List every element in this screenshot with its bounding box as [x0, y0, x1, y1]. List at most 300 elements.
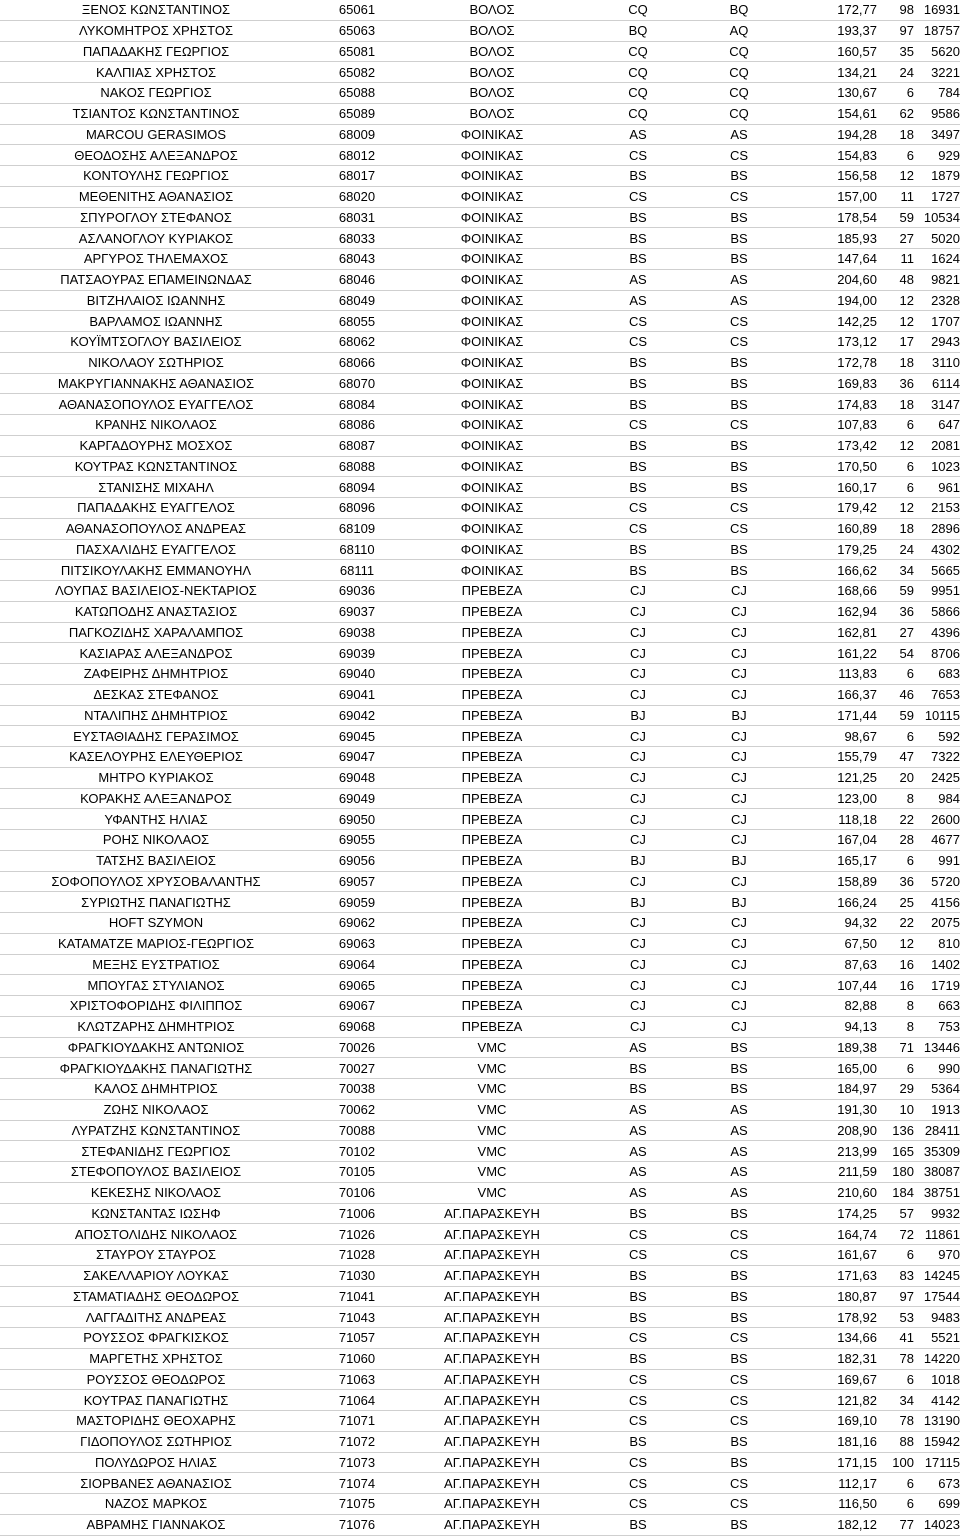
- cell-value: 189,38: [784, 1037, 877, 1058]
- cell-city: ΦΟΙΝΙΚΑΣ: [402, 415, 582, 436]
- table-row: [0, 332, 960, 353]
- cell-class-a: CS: [582, 1328, 694, 1349]
- cell-class-a: CJ: [582, 747, 694, 768]
- table-row: [0, 664, 960, 685]
- cell-city: ΑΓ.ΠΑΡΑΣΚΕΥΗ: [402, 1473, 582, 1494]
- cell-count: 34: [877, 1390, 914, 1411]
- cell-count: 18: [877, 124, 914, 145]
- cell-city: ΑΓ.ΠΑΡΑΣΚΕΥΗ: [402, 1411, 582, 1432]
- cell-value: 168,66: [784, 581, 877, 602]
- cell-class-b: BS: [694, 1431, 784, 1452]
- cell-total: 984: [914, 788, 960, 809]
- cell-city: ΑΓ.ΠΑΡΑΣΚΕΥΗ: [402, 1348, 582, 1369]
- cell-count: 46: [877, 684, 914, 705]
- cell-class-a: CQ: [582, 103, 694, 124]
- table-row: [0, 933, 960, 954]
- cell-total: 1879: [914, 166, 960, 187]
- cell-value: 174,25: [784, 1203, 877, 1224]
- cell-city: ΠΡΕΒΕΖΑ: [402, 996, 582, 1017]
- cell-class-b: AS: [694, 1120, 784, 1141]
- cell-name: ΑΒΡΑΜΗΣ ΓΙΑΝΝΑΚΟΣ: [0, 1514, 312, 1535]
- cell-count: 54: [877, 643, 914, 664]
- cell-code: 71064: [312, 1390, 402, 1411]
- table-row: [0, 913, 960, 934]
- table-row: [0, 103, 960, 124]
- cell-value: 107,83: [784, 415, 877, 436]
- cell-name: ΧΡΙΣΤΟΦΟΡΙΔΗΣ ΦΙΛΙΠΠΟΣ: [0, 996, 312, 1017]
- cell-class-a: BS: [582, 394, 694, 415]
- cell-total: 11861: [914, 1224, 960, 1245]
- cell-class-a: CJ: [582, 933, 694, 954]
- cell-count: 6: [877, 145, 914, 166]
- cell-name: ΞΕΝΟΣ ΚΩΝΣΤΑΝΤΙΝΟΣ: [0, 0, 312, 20]
- cell-class-b: CS: [694, 518, 784, 539]
- table-row: [0, 435, 960, 456]
- cell-count: 36: [877, 871, 914, 892]
- cell-value: 170,50: [784, 456, 877, 477]
- cell-value: 171,15: [784, 1452, 877, 1473]
- cell-total: 1727: [914, 186, 960, 207]
- cell-code: 69036: [312, 581, 402, 602]
- cell-name: ΛΟΥΠΑΣ ΒΑΣΙΛΕΙΟΣ-ΝΕΚΤΑΡΙΟΣ: [0, 581, 312, 602]
- cell-city: ΑΓ.ΠΑΡΑΣΚΕΥΗ: [402, 1265, 582, 1286]
- cell-value: 194,28: [784, 124, 877, 145]
- cell-class-b: CJ: [694, 747, 784, 768]
- cell-city: ΠΡΕΒΕΖΑ: [402, 809, 582, 830]
- cell-value: 154,61: [784, 103, 877, 124]
- table-row: [0, 83, 960, 104]
- table-row: [0, 560, 960, 581]
- cell-total: 810: [914, 933, 960, 954]
- cell-count: 36: [877, 373, 914, 394]
- cell-value: 107,44: [784, 975, 877, 996]
- cell-code: 68062: [312, 332, 402, 353]
- cell-name: ΣΤΕΦΑΝΙΔΗΣ ΓΕΩΡΓΙΟΣ: [0, 1141, 312, 1162]
- table-row: [0, 1224, 960, 1245]
- table-row: [0, 788, 960, 809]
- cell-city: ΠΡΕΒΕΖΑ: [402, 850, 582, 871]
- cell-value: 169,10: [784, 1411, 877, 1432]
- cell-value: 165,17: [784, 850, 877, 871]
- cell-class-b: CJ: [694, 975, 784, 996]
- cell-total: 18757: [914, 20, 960, 41]
- cell-name: ΦΡΑΓΚΙΟΥΔΑΚΗΣ ΠΑΝΑΓΙΩΤΗΣ: [0, 1058, 312, 1079]
- cell-total: 1707: [914, 311, 960, 332]
- cell-class-b: BS: [694, 249, 784, 270]
- cell-name: ΚΑΤΩΠΟΔΗΣ ΑΝΑΣΤΑΣΙΟΣ: [0, 601, 312, 622]
- cell-total: 1023: [914, 456, 960, 477]
- cell-name: ΥΦΑΝΤΗΣ ΗΛΙΑΣ: [0, 809, 312, 830]
- cell-count: 17: [877, 332, 914, 353]
- cell-total: 2425: [914, 767, 960, 788]
- cell-class-b: BS: [694, 166, 784, 187]
- cell-class-b: BS: [694, 1203, 784, 1224]
- cell-class-b: BS: [694, 1348, 784, 1369]
- cell-city: VMC: [402, 1058, 582, 1079]
- cell-count: 72: [877, 1224, 914, 1245]
- cell-value: 178,92: [784, 1307, 877, 1328]
- cell-count: 41: [877, 1328, 914, 1349]
- cell-class-b: CS: [694, 1328, 784, 1349]
- table-row: [0, 892, 960, 913]
- cell-name: ΘΕΟΔΟΣΗΣ ΑΛΕΞΑΝΔΡΟΣ: [0, 145, 312, 166]
- table-row: [0, 394, 960, 415]
- cell-value: 166,24: [784, 892, 877, 913]
- cell-value: 171,44: [784, 705, 877, 726]
- cell-value: 211,59: [784, 1162, 877, 1183]
- cell-value: 208,90: [784, 1120, 877, 1141]
- cell-class-b: CS: [694, 1494, 784, 1515]
- cell-class-a: CQ: [582, 0, 694, 20]
- cell-name: ΑΡΓΥΡΟΣ ΤΗΛΕΜΑΧΟΣ: [0, 249, 312, 270]
- cell-code: 69055: [312, 830, 402, 851]
- cell-value: 204,60: [784, 269, 877, 290]
- cell-class-a: BS: [582, 477, 694, 498]
- table-row: [0, 1141, 960, 1162]
- cell-city: ΦΟΙΝΙΚΑΣ: [402, 352, 582, 373]
- cell-count: 6: [877, 83, 914, 104]
- table-row: [0, 1473, 960, 1494]
- cell-value: 194,00: [784, 290, 877, 311]
- cell-class-b: BS: [694, 539, 784, 560]
- table-row: [0, 1514, 960, 1535]
- cell-class-b: CQ: [694, 83, 784, 104]
- cell-class-a: BS: [582, 539, 694, 560]
- cell-city: ΠΡΕΒΕΖΑ: [402, 705, 582, 726]
- cell-count: 24: [877, 539, 914, 560]
- cell-city: ΦΟΙΝΙΚΑΣ: [402, 373, 582, 394]
- cell-count: 97: [877, 20, 914, 41]
- cell-total: 4396: [914, 622, 960, 643]
- cell-city: ΦΟΙΝΙΚΑΣ: [402, 166, 582, 187]
- cell-count: 100: [877, 1452, 914, 1473]
- cell-count: 6: [877, 850, 914, 871]
- cell-count: 12: [877, 166, 914, 187]
- cell-value: 179,42: [784, 498, 877, 519]
- cell-city: ΒΟΛΟΣ: [402, 83, 582, 104]
- cell-class-b: BS: [694, 394, 784, 415]
- cell-class-b: CJ: [694, 1016, 784, 1037]
- cell-value: 161,22: [784, 643, 877, 664]
- cell-total: 5364: [914, 1079, 960, 1100]
- cell-class-a: BS: [582, 560, 694, 581]
- cell-code: 65061: [312, 0, 402, 20]
- cell-value: 166,62: [784, 560, 877, 581]
- cell-class-a: CS: [582, 1494, 694, 1515]
- cell-city: ΠΡΕΒΕΖΑ: [402, 601, 582, 622]
- cell-city: ΒΟΛΟΣ: [402, 62, 582, 83]
- cell-name: ΣΙΟΡΒΑΝΕΣ ΑΘΑΝΑΣΙΟΣ: [0, 1473, 312, 1494]
- cell-name: ΑΘΑΝΑΣΟΠΟΥΛΟΣ ΕΥΑΓΓΕΛΟΣ: [0, 394, 312, 415]
- cell-city: ΠΡΕΒΕΖΑ: [402, 871, 582, 892]
- table-row: [0, 166, 960, 187]
- cell-total: 3221: [914, 62, 960, 83]
- cell-name: ΣΤΑΝΙΣΗΣ ΜΙΧΑΗΛ: [0, 477, 312, 498]
- cell-city: ΑΓ.ΠΑΡΑΣΚΕΥΗ: [402, 1494, 582, 1515]
- cell-count: 98: [877, 0, 914, 20]
- cell-count: 6: [877, 1494, 914, 1515]
- cell-city: ΑΓ.ΠΑΡΑΣΚΕΥΗ: [402, 1203, 582, 1224]
- cell-class-a: BS: [582, 207, 694, 228]
- cell-total: 673: [914, 1473, 960, 1494]
- cell-total: 3110: [914, 352, 960, 373]
- cell-name: ΠΑΤΣΑΟΥΡΑΣ ΕΠΑΜΕΙΝΩΝΔΑΣ: [0, 269, 312, 290]
- table-row: [0, 456, 960, 477]
- cell-class-b: AS: [694, 1141, 784, 1162]
- cell-name: ΤΣΙΑΝΤΟΣ ΚΩΝΣΤΑΝΤΙΝΟΣ: [0, 103, 312, 124]
- cell-class-b: AS: [694, 1182, 784, 1203]
- cell-code: 70027: [312, 1058, 402, 1079]
- cell-value: 154,83: [784, 145, 877, 166]
- cell-code: 71057: [312, 1328, 402, 1349]
- cell-count: 136: [877, 1120, 914, 1141]
- cell-code: 69045: [312, 726, 402, 747]
- cell-value: 173,12: [784, 332, 877, 353]
- table-row: [0, 290, 960, 311]
- cell-name: ΣΠΥΡΟΓΛΟΥ ΣΤΕΦΑΝΟΣ: [0, 207, 312, 228]
- cell-count: 57: [877, 1203, 914, 1224]
- cell-code: 71026: [312, 1224, 402, 1245]
- cell-class-a: BS: [582, 228, 694, 249]
- cell-class-b: BJ: [694, 705, 784, 726]
- cell-value: 171,63: [784, 1265, 877, 1286]
- cell-name: ΛΑΓΓΑΔΙΤΗΣ ΑΝΔΡΕΑΣ: [0, 1307, 312, 1328]
- cell-code: 68046: [312, 269, 402, 290]
- table-row: [0, 643, 960, 664]
- cell-total: 4302: [914, 539, 960, 560]
- cell-class-a: CJ: [582, 788, 694, 809]
- cell-class-b: CJ: [694, 996, 784, 1017]
- cell-code: 71072: [312, 1431, 402, 1452]
- cell-class-b: BS: [694, 1452, 784, 1473]
- table-row: [0, 809, 960, 830]
- cell-count: 48: [877, 269, 914, 290]
- cell-count: 53: [877, 1307, 914, 1328]
- cell-class-b: CJ: [694, 913, 784, 934]
- cell-class-a: CJ: [582, 1016, 694, 1037]
- table-row: [0, 1182, 960, 1203]
- cell-count: 34: [877, 560, 914, 581]
- table-row: [0, 498, 960, 519]
- cell-total: 753: [914, 1016, 960, 1037]
- cell-class-b: BS: [694, 1037, 784, 1058]
- cell-class-b: CJ: [694, 933, 784, 954]
- cell-class-a: CJ: [582, 767, 694, 788]
- cell-city: ΑΓ.ΠΑΡΑΣΚΕΥΗ: [402, 1224, 582, 1245]
- cell-class-b: CJ: [694, 581, 784, 602]
- cell-count: 16: [877, 975, 914, 996]
- cell-total: 16931: [914, 0, 960, 20]
- cell-total: 961: [914, 477, 960, 498]
- cell-class-b: CJ: [694, 622, 784, 643]
- cell-city: ΠΡΕΒΕΖΑ: [402, 643, 582, 664]
- cell-count: 11: [877, 186, 914, 207]
- cell-count: 88: [877, 1431, 914, 1452]
- cell-class-a: BJ: [582, 892, 694, 913]
- cell-city: ΒΟΛΟΣ: [402, 0, 582, 20]
- cell-name: ΚΟΥΤΡΑΣ ΚΩΝΣΤΑΝΤΙΝΟΣ: [0, 456, 312, 477]
- cell-class-a: CJ: [582, 664, 694, 685]
- cell-value: 160,57: [784, 41, 877, 62]
- cell-value: 174,83: [784, 394, 877, 415]
- table-row: [0, 1099, 960, 1120]
- cell-code: 69050: [312, 809, 402, 830]
- cell-class-a: CJ: [582, 581, 694, 602]
- cell-city: ΒΟΛΟΣ: [402, 103, 582, 124]
- table-row: [0, 124, 960, 145]
- cell-name: ΜΑΣΤΟΡΙΔΗΣ ΘΕΟΧΑΡΗΣ: [0, 1411, 312, 1432]
- cell-count: 35: [877, 41, 914, 62]
- cell-class-a: CS: [582, 498, 694, 519]
- cell-class-a: CS: [582, 145, 694, 166]
- cell-class-a: BS: [582, 1514, 694, 1535]
- cell-value: 213,99: [784, 1141, 877, 1162]
- cell-total: 2328: [914, 290, 960, 311]
- cell-value: 173,42: [784, 435, 877, 456]
- cell-class-a: CJ: [582, 975, 694, 996]
- cell-name: ΣΤΕΦΟΠΟΥΛΟΣ ΒΑΣΙΛΕΙΟΣ: [0, 1162, 312, 1183]
- cell-city: ΑΓ.ΠΑΡΑΣΚΕΥΗ: [402, 1369, 582, 1390]
- cell-count: 8: [877, 996, 914, 1017]
- cell-total: 13190: [914, 1411, 960, 1432]
- cell-count: 20: [877, 767, 914, 788]
- cell-class-b: CQ: [694, 62, 784, 83]
- cell-city: ΠΡΕΒΕΖΑ: [402, 788, 582, 809]
- cell-total: 991: [914, 850, 960, 871]
- cell-value: 157,00: [784, 186, 877, 207]
- cell-city: ΦΟΙΝΙΚΑΣ: [402, 518, 582, 539]
- cell-code: 68088: [312, 456, 402, 477]
- cell-code: 69064: [312, 954, 402, 975]
- cell-name: ΚΕΚΕΣΗΣ ΝΙΚΟΛΑΟΣ: [0, 1182, 312, 1203]
- cell-code: 68055: [312, 311, 402, 332]
- cell-code: 68012: [312, 145, 402, 166]
- cell-count: 8: [877, 788, 914, 809]
- cell-name: ΝΑΖΟΣ ΜΑΡΚΟΣ: [0, 1494, 312, 1515]
- cell-count: 29: [877, 1079, 914, 1100]
- cell-class-b: CJ: [694, 830, 784, 851]
- cell-code: 68087: [312, 435, 402, 456]
- cell-class-a: AS: [582, 1182, 694, 1203]
- cell-class-b: BS: [694, 1265, 784, 1286]
- cell-value: 179,25: [784, 539, 877, 560]
- cell-value: 134,66: [784, 1328, 877, 1349]
- cell-city: ΠΡΕΒΕΖΑ: [402, 913, 582, 934]
- cell-count: 10: [877, 1099, 914, 1120]
- table-row: [0, 1307, 960, 1328]
- cell-class-a: BS: [582, 352, 694, 373]
- cell-class-a: BS: [582, 166, 694, 187]
- cell-city: ΦΟΙΝΙΚΑΣ: [402, 249, 582, 270]
- cell-class-a: CJ: [582, 996, 694, 1017]
- cell-class-a: BJ: [582, 850, 694, 871]
- cell-class-a: CJ: [582, 871, 694, 892]
- cell-name: ΠΙΤΣΙΚΟΥΛΑΚΗΣ ΕΜΜΑΝΟΥΗΛ: [0, 560, 312, 581]
- cell-name: ΔΕΣΚΑΣ ΣΤΕΦΑΝΟΣ: [0, 684, 312, 705]
- cell-class-a: BS: [582, 1431, 694, 1452]
- cell-name: ΣΥΡΙΩΤΗΣ ΠΑΝΑΓΙΩΤΗΣ: [0, 892, 312, 913]
- cell-class-b: BS: [694, 560, 784, 581]
- cell-class-a: CQ: [582, 83, 694, 104]
- cell-count: 27: [877, 228, 914, 249]
- cell-count: 184: [877, 1182, 914, 1203]
- cell-class-a: CJ: [582, 809, 694, 830]
- cell-code: 71006: [312, 1203, 402, 1224]
- cell-code: 68096: [312, 498, 402, 519]
- cell-total: 990: [914, 1058, 960, 1079]
- cell-class-a: AS: [582, 1141, 694, 1162]
- cell-value: 94,13: [784, 1016, 877, 1037]
- cell-class-a: CJ: [582, 726, 694, 747]
- cell-city: ΠΡΕΒΕΖΑ: [402, 581, 582, 602]
- cell-city: VMC: [402, 1099, 582, 1120]
- table-row: [0, 1431, 960, 1452]
- cell-class-a: CS: [582, 1369, 694, 1390]
- cell-code: 68049: [312, 290, 402, 311]
- cell-count: 6: [877, 1245, 914, 1266]
- cell-code: 70105: [312, 1162, 402, 1183]
- cell-count: 83: [877, 1265, 914, 1286]
- table-row: [0, 373, 960, 394]
- cell-class-b: CJ: [694, 664, 784, 685]
- cell-name: ΠΑΠΑΔΑΚΗΣ ΓΕΩΡΓΙΟΣ: [0, 41, 312, 62]
- cell-total: 10115: [914, 705, 960, 726]
- cell-city: ΠΡΕΒΕΖΑ: [402, 830, 582, 851]
- cell-total: 5866: [914, 601, 960, 622]
- cell-count: 59: [877, 705, 914, 726]
- cell-total: 38751: [914, 1182, 960, 1203]
- cell-value: 164,74: [784, 1224, 877, 1245]
- cell-code: 68094: [312, 477, 402, 498]
- cell-count: 27: [877, 622, 914, 643]
- cell-count: 47: [877, 747, 914, 768]
- cell-class-a: BQ: [582, 20, 694, 41]
- cell-class-a: BS: [582, 1079, 694, 1100]
- table-row: [0, 850, 960, 871]
- cell-value: 180,87: [784, 1286, 877, 1307]
- cell-count: 12: [877, 290, 914, 311]
- cell-class-b: BS: [694, 1307, 784, 1328]
- cell-total: 4142: [914, 1390, 960, 1411]
- table-row: [0, 1016, 960, 1037]
- cell-total: 3147: [914, 394, 960, 415]
- cell-city: VMC: [402, 1182, 582, 1203]
- cell-class-b: CJ: [694, 601, 784, 622]
- cell-name: ΡΟΥΣΣΟΣ ΘΕΟΔΩΡΟΣ: [0, 1369, 312, 1390]
- cell-class-a: CJ: [582, 684, 694, 705]
- cell-value: 167,04: [784, 830, 877, 851]
- cell-city: ΦΟΙΝΙΚΑΣ: [402, 539, 582, 560]
- cell-class-b: BS: [694, 228, 784, 249]
- table-row: [0, 1452, 960, 1473]
- table-row: [0, 41, 960, 62]
- cell-value: 67,50: [784, 933, 877, 954]
- cell-class-a: AS: [582, 1037, 694, 1058]
- table-row: [0, 1162, 960, 1183]
- cell-name: ΛΥΡΑΤΖΗΣ ΚΩΝΣΤΑΝΤΙΝΟΣ: [0, 1120, 312, 1141]
- cell-name: ΜΑΚΡΥΓΙΑΝΝΑΚΗΣ ΑΘΑΝΑΣΙΟΣ: [0, 373, 312, 394]
- cell-class-a: CS: [582, 1390, 694, 1411]
- cell-class-b: BS: [694, 477, 784, 498]
- cell-count: 6: [877, 726, 914, 747]
- cell-code: 69063: [312, 933, 402, 954]
- cell-code: 71041: [312, 1286, 402, 1307]
- cell-class-a: BS: [582, 1265, 694, 1286]
- cell-code: 69037: [312, 601, 402, 622]
- cell-count: 59: [877, 207, 914, 228]
- cell-class-b: BS: [694, 456, 784, 477]
- cell-code: 71075: [312, 1494, 402, 1515]
